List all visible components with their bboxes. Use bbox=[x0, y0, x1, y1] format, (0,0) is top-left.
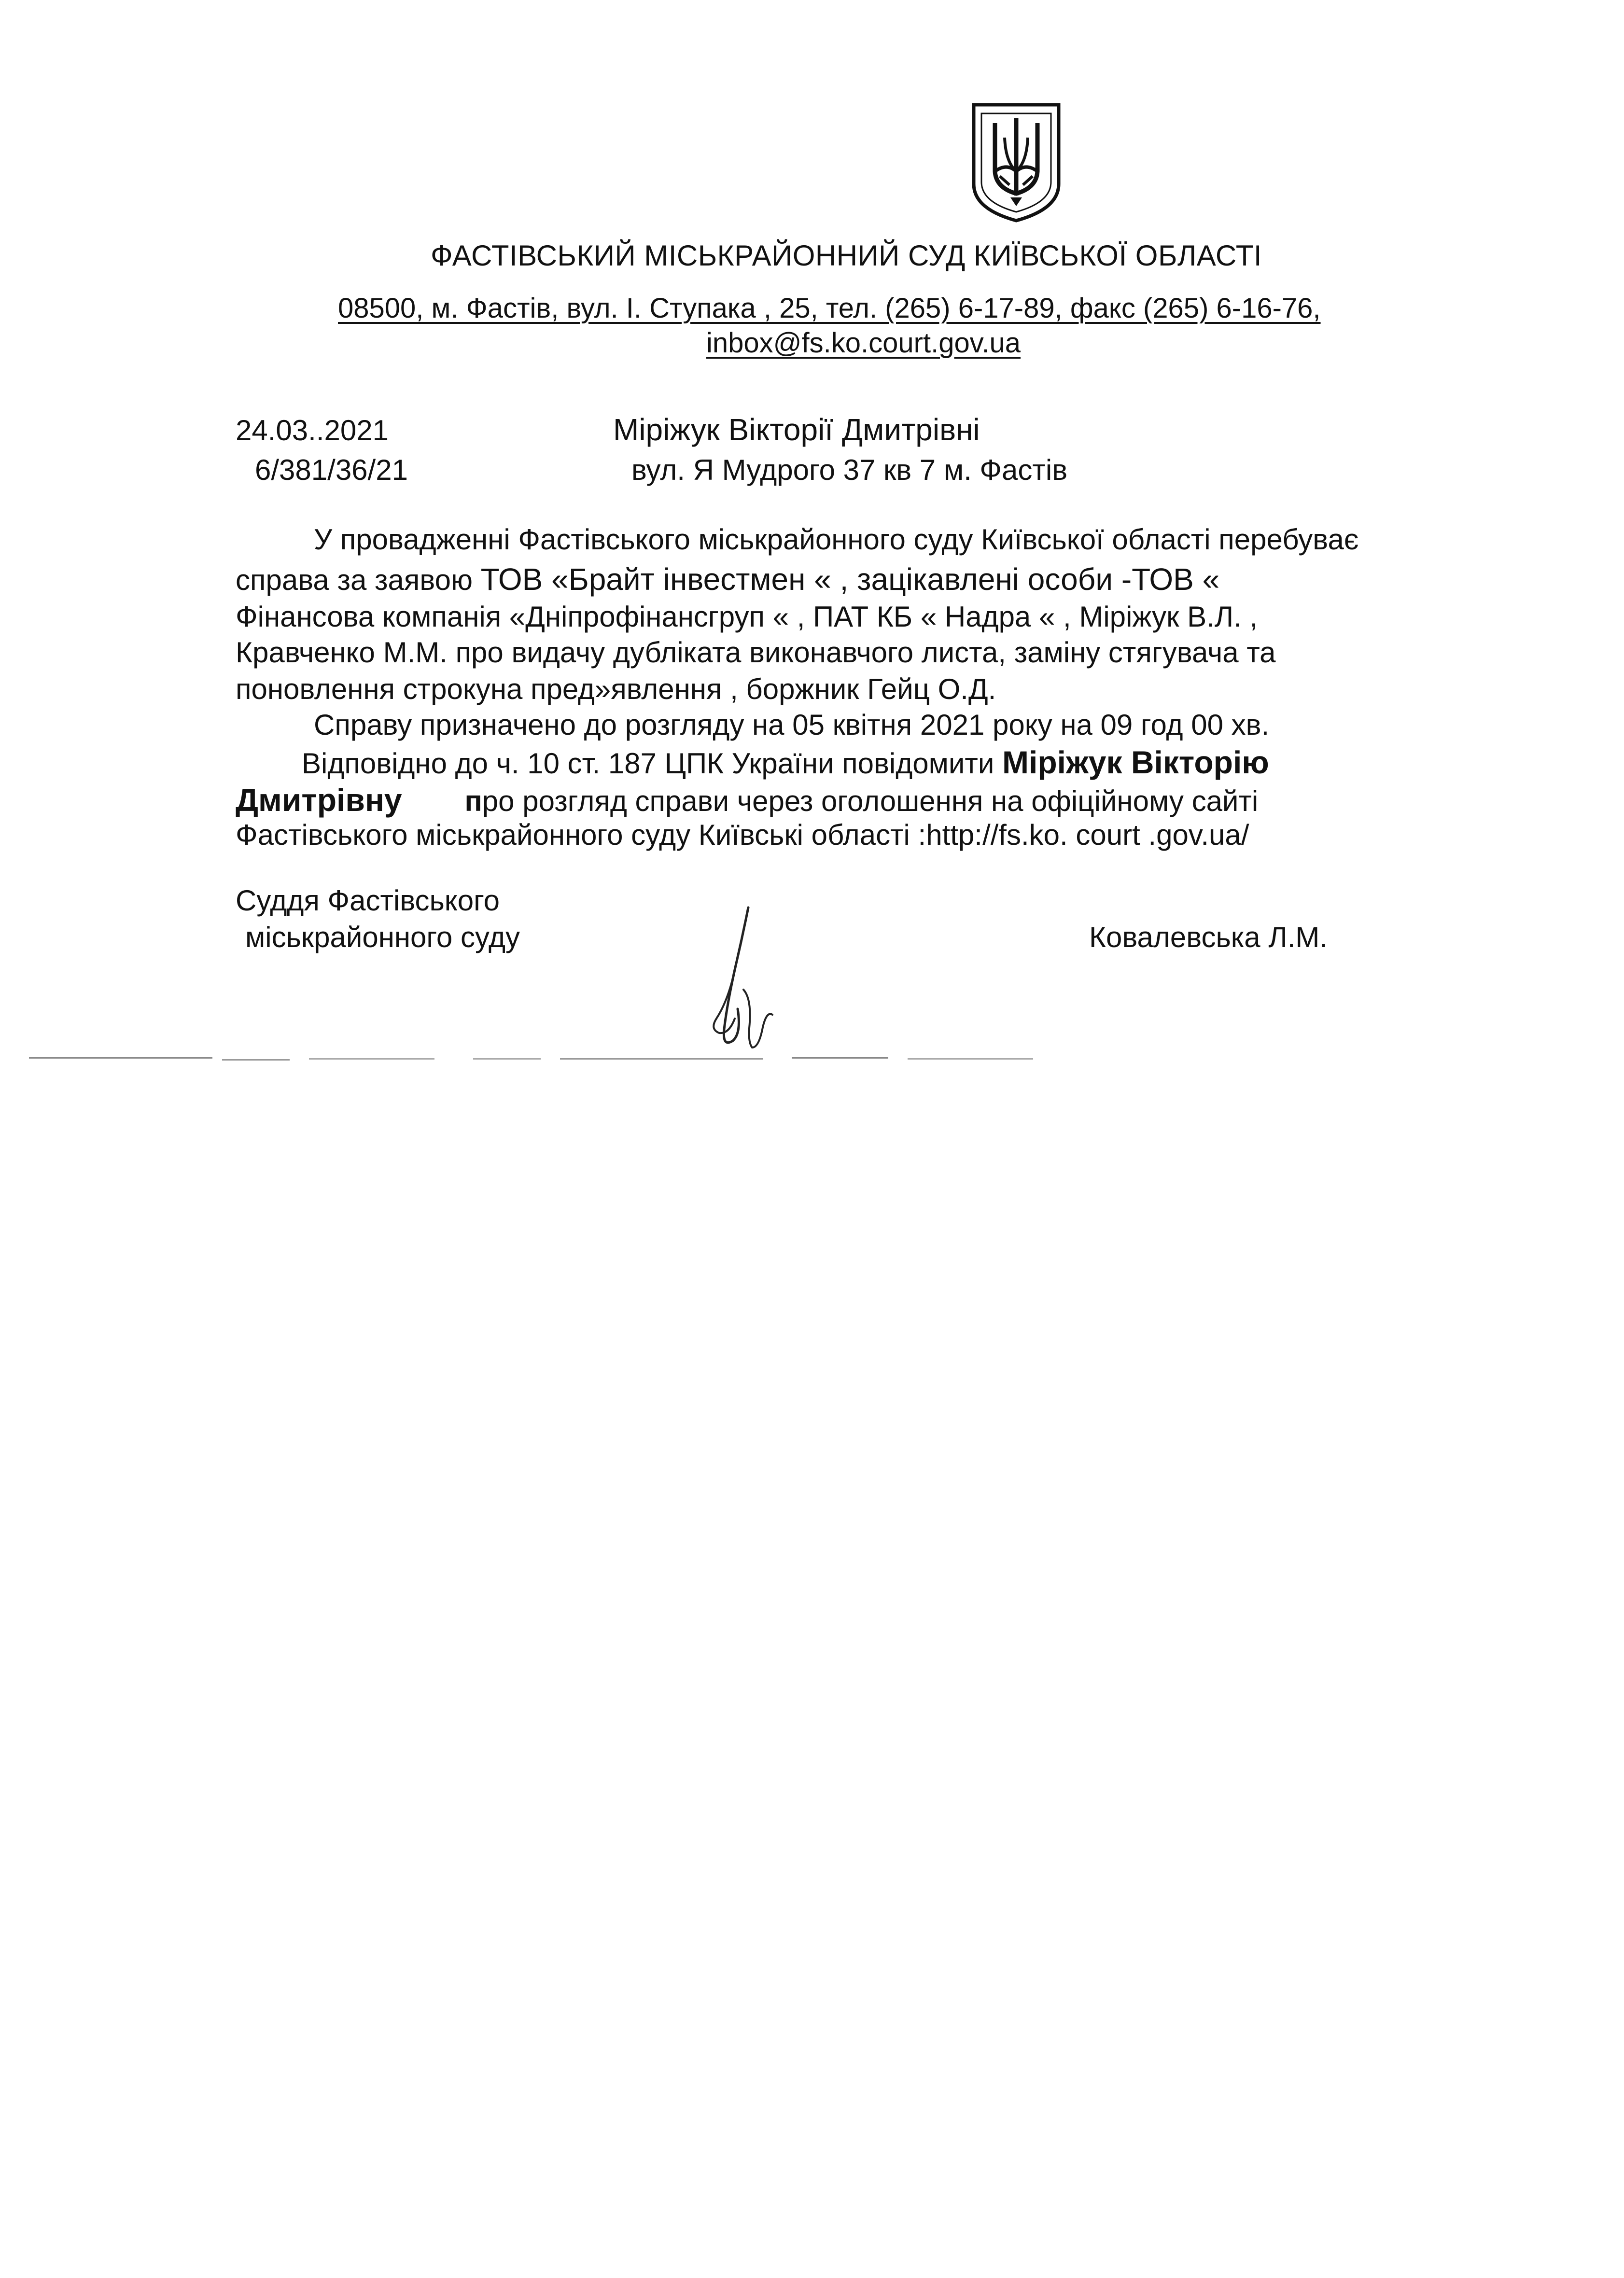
scan-artifact bbox=[222, 1059, 290, 1061]
body-line: поновлення строкуна пред»явлення , боржник Гейц О.Д. bbox=[236, 673, 996, 705]
handwritten-signature bbox=[695, 903, 787, 1057]
body-line: Фастівського міськрайонного суду Київські області :http://fs.ko. court .gov.ua/ bbox=[236, 819, 1249, 851]
body-line: Кравченко М.М. про видачу дубліката виконавчого листа, заміну стягувача та bbox=[236, 636, 1276, 669]
body-line bbox=[302, 746, 1269, 778]
judge-title: Суддя Фастівського bbox=[236, 884, 500, 917]
body-text: Відповідно до ч. 10 ст. 187 ЦПК України повідомити bbox=[302, 747, 994, 780]
scan-artifact bbox=[792, 1057, 888, 1059]
scan-artifact bbox=[29, 1057, 212, 1059]
addressee-bold: Міріжук Вікторію bbox=[1002, 744, 1269, 780]
court-address: 08500, м. Фастів, вул. І. Ступака , 25, тел. (265) 6-17-89, факс (265) 6-16-76, bbox=[338, 293, 1321, 324]
coat-of-arms-icon bbox=[968, 99, 1064, 225]
body-line: У провадженні Фастівського міськрайонного суду Київської області перебуває bbox=[314, 523, 1359, 556]
judge-name: Ковалевська Л.М. bbox=[1089, 921, 1328, 953]
addressee-name: Міріжук Вікторії Дмитрівні bbox=[613, 412, 980, 447]
judge-title: міськрайонного суду bbox=[245, 921, 520, 953]
scan-artifact bbox=[560, 1058, 763, 1060]
case-number: 6/381/36/21 bbox=[255, 454, 408, 486]
body-line: Фінансова компанія «Дніпрофінансгруп « , ПАТ КБ « Надра « , Міріжук В.Л. , bbox=[236, 601, 1258, 633]
body-text: ро розгляд справи через оголошення на офіційному сайті bbox=[482, 785, 1259, 817]
document-date: 24.03..2021 bbox=[236, 414, 389, 447]
scan-artifact bbox=[309, 1058, 434, 1060]
scan-artifact bbox=[908, 1058, 1033, 1060]
body-text: п bbox=[464, 785, 482, 817]
body-line bbox=[236, 784, 1258, 816]
addressee-bold: Дмитрівну bbox=[236, 782, 402, 818]
court-email[interactable]: inbox@fs.ko.court.gov.ua bbox=[706, 327, 1021, 359]
scan-artifact bbox=[473, 1058, 541, 1060]
body-text: ТОВ «Брайт інвестмен « , зацікавлені особи -ТОВ « bbox=[480, 562, 1220, 597]
addressee-address: вул. Я Мудрого 37 кв 7 м. Фастів bbox=[631, 454, 1068, 486]
hearing-date-line: Справу призначено до розгляду на 05 квітня 2021 року на 09 год 00 хв. bbox=[314, 709, 1270, 741]
body-line bbox=[236, 564, 1219, 595]
court-name: ФАСТІВСЬКИЙ МІСЬКРАЙОННИЙ СУД КИЇВСЬКОЇ ОБЛАСТІ bbox=[431, 239, 1262, 272]
body-text: справа за заявою bbox=[236, 564, 473, 596]
